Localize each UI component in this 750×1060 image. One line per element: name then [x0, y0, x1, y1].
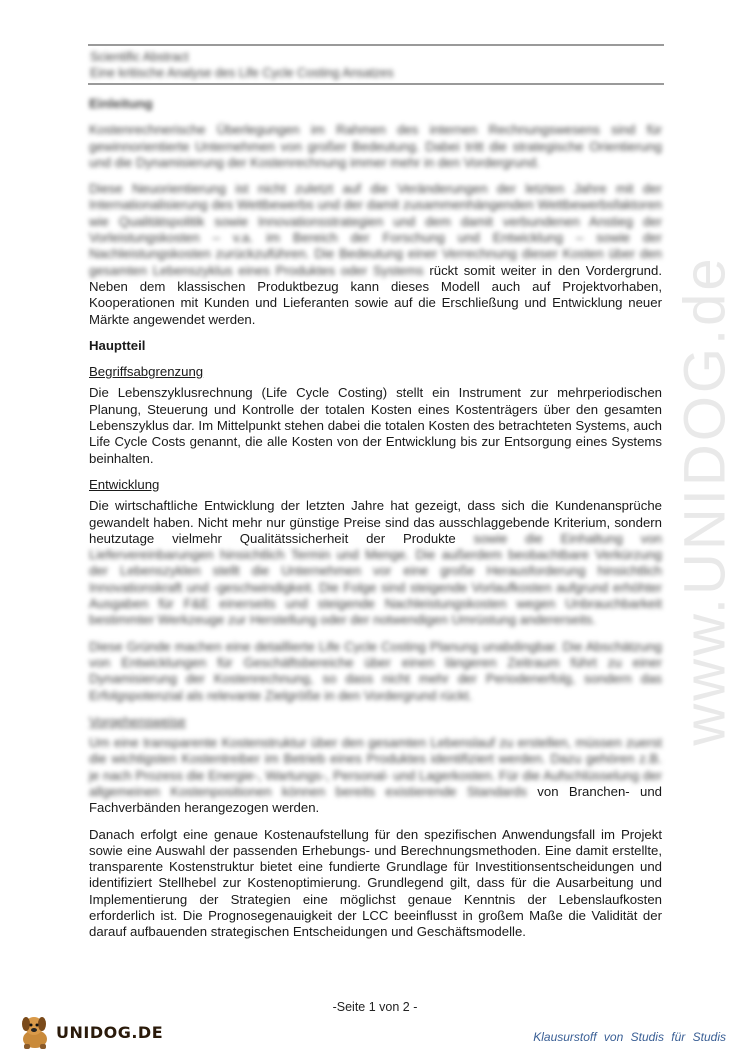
- final-paragraph: Danach erfolgt eine genaue Kostenaufstellung für den spezifischen Anwendungsfall im Projekt sowie eine Auswahl der passenden Erhebungs- und Berechnungsmethoden. Eine damit erstellte, transparente Kostenstruktur bietet eine fundierte Grundlage für Investitionsentscheidungen und identifiziert Stellhebel zur Kostenoptimierung. Grundlegend gilt, dass für die Ausarbeitung und Implementierung der Strategien eine möglichst genaue Kenntnis der Lebenslaufkosten erforderlich ist. Die Prognosegenauigkeit der LCC beeinflusst in großem Maße die Validität der darauf aufbauenden strategischen Entscheidungen und Geschäftsmodelle.: [89, 826, 662, 940]
- header-line-1: Scientific Abstract: [90, 50, 189, 64]
- logo-text: UNIDOG.DE: [56, 1022, 164, 1042]
- page-header: [90, 49, 662, 81]
- procedure-paragraph: [89, 735, 662, 816]
- page-number: -Seite 1 von 2 -: [332, 1000, 418, 1014]
- dog-icon: [18, 1014, 52, 1050]
- development-paragraph-2: Diese Gründe machen eine detaillierte Life Cycle Costing Planung unabdingbar. Die Abschätzung von Entwicklungen für Geschäftsbereiche über einen längeren Zeitraum führt zu einer Dynamisierung der Kostenrechnung, so dass nicht mehr der Periodenerfolg, sondern das Erfolgspotenzial als relevante Zielgröße in den Vordergrund rückt.: [89, 638, 662, 703]
- subheading-procedure: Vorgehensweise: [89, 713, 186, 729]
- document-body: [89, 96, 662, 951]
- header-rule-top: [88, 44, 664, 46]
- header-rule-bottom: [88, 83, 664, 85]
- intro-paragraph-2-visible: rückt somit weiter in den Vordergrund. Neben dem klassischen Produktbezug kann dieses Modell auch auf Projektvorhaben, Kooperationen mit Kunden und Lieferanten sowie auf die Erschließung und Entwicklung neuer Märkte angewendet werden.: [89, 262, 662, 327]
- header-line-2: Eine kritische Analyse des Life Cycle Costing Ansatzes: [90, 66, 394, 80]
- development-paragraph-visible: Die wirtschaftliche Entwicklung der letzten Jahre hat gezeigt, dass sich die Kundenansprüche gewandelt haben. Nicht mehr nur günstige Preise sind das ausschlaggebende Kriterium, sondern heutzutage vielmehr Qualitätssicherheit der Produkte: [89, 498, 662, 546]
- subheading-definition: Begriffsabgrenzung: [89, 364, 204, 380]
- footer-tagline: Klausurstoff von Studis für Studis: [533, 1030, 726, 1044]
- watermark: www.UNIDOG.de: [672, 254, 738, 746]
- definition-paragraph: Die Lebenszyklusrechnung (Life Cycle Costing) stellt ein Instrument zur mehrperiodischen Planung, Steuerung und Kontrolle der totalen Kosten eines Kostenträgers über den gesamten Lebenszyklus dar. Im Mittelpunkt stehen dabei die totalen Kosten des betrachteten Systems, auch Life Cycle Costs genannt, die alle Kosten von der Entwicklung bis zur Entsorgung eines Systems beinhalten.: [89, 385, 662, 466]
- unidog-logo: [18, 1012, 163, 1052]
- development-paragraph-blurred: sowie die Einhaltung von Liefervereinbarungen hinsichtlich Termin und Menge. Die außerdem beobachtbare Verkürzung der Lebenszyklen stellt die Unternehmen vor eine große Herausforderung hinsichtlich Innovationskraft und -geschwindigkeit. Die Folge sind steigende Vorlaufkosten aufgrund erhöhter Ausgaben für F&E einerseits und steigende Nachleistungskosten wegen Unbrauchbarkeit bestimmter Werkzeuge zur Herstellung oder der notwendigen Umrüstung andererseits.: [89, 530, 662, 628]
- heading-main-part: Hauptteil: [89, 337, 146, 353]
- heading-introduction: Einleitung: [89, 96, 153, 111]
- intro-paragraph-2-blurred: Diese Neuorientierung ist nicht zuletzt auf die Veränderungen der letzten Jahre mit der Internationalisierung des Wettbewerbs und der damit zusammenhängenden Wettbewerbsfaktoren wie Qualitätspolitik sowie Innovationsstrategien und dem damit verbundenen Anstieg der Vorleistungskosten – v.a. im Bereich der Forschung und Entwicklung – sowie der Nachleistungskosten zurückzuführen. Die Bedeutung einer Verrechnung dieser Kosten über den gesamten Lebenszyklus eines Produktes oder Systems: [89, 181, 662, 278]
- intro-paragraph-1: Kostenrechnerische Überlegungen im Rahmen des internen Rechnungswesens sind für gewinnorientierte Unternehmen von großer Bedeutung. Dabei tritt die strategische Orientierung und die Dynamisierung der Kostenrechnung immer mehr in den Vordergrund.: [89, 122, 662, 170]
- procedure-paragraph-visible: von Branchen- und Fachverbänden herangezogen werden.: [89, 783, 663, 816]
- subheading-development: Entwicklung: [89, 476, 160, 492]
- development-paragraph: [89, 498, 662, 628]
- procedure-paragraph-blurred: Um eine transparente Kostenstruktur über den gesamten Lebenslauf zu erstellen, müssen zuerst die wichtigsten Kostentreiber im Betrieb eines Produktes identifiziert werden. Dazu gehören z.B. je nach Prozess die Energie-, Wartungs-, Personal- und Lagerkosten. Für die Aufschlüsselung der allgemeinen Kostenpositionen können bereits existierende Standards: [89, 735, 662, 799]
- intro-paragraph-2: [89, 181, 662, 328]
